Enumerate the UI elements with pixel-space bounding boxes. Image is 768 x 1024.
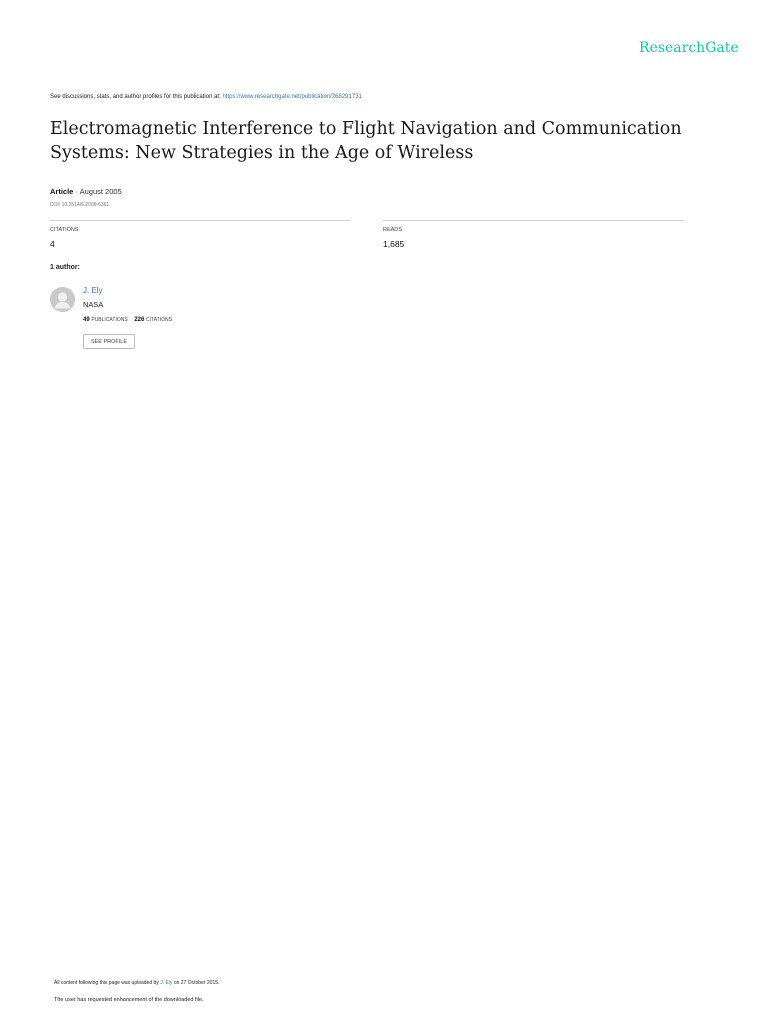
reads-value: 1,685 [383,239,405,249]
author-citations-label: CITATIONS [146,317,172,323]
author-avatar-icon[interactable] [50,287,75,312]
author-counts [83,317,172,323]
author-affiliation: NASA [83,300,104,309]
uploader-link[interactable]: J. Ely [160,980,173,986]
citations-divider [50,220,350,221]
author-citations-count: 226 [134,317,145,323]
publications-count: 49 [83,317,90,323]
publication-link[interactable]: https://www.researchgate.net/publication/268291731 [222,94,362,100]
discussions-line [50,94,362,100]
citations-label: CITATIONS [50,227,79,233]
article-title: Electromagnetic Interference to Flight Navigation and Communication Systems: New Strategies in the Age of Wireless [50,119,682,163]
article-date: · August 2005 [75,187,122,196]
reads-label: READS [383,227,402,233]
user-silhouette-icon [50,287,75,312]
upload-note-prefix: All content following this page was uploaded by [54,980,159,986]
reads-divider [383,220,684,221]
researchgate-logo[interactable]: ResearchGate [639,40,739,56]
see-profile-button[interactable]: SEE PROFILE [83,334,135,349]
article-doi: DOI: 10.2514/6.2005-6361 [50,202,110,208]
article-meta [50,187,122,196]
author-name-link[interactable]: J. Ely [83,286,103,295]
publications-label: PUBLICATIONS [91,317,128,323]
upload-note-suffix: on 27 October 2015. [173,980,220,986]
upload-note [54,980,219,986]
authors-heading: 1 author: [50,264,80,271]
discussions-text: See discussions, stats, and author profiles for this publication at: [50,94,221,100]
article-type: Article [50,187,74,196]
citations-value: 4 [50,239,55,249]
enhancement-note: The user has requested enhancement of the downloaded file. [54,997,204,1003]
